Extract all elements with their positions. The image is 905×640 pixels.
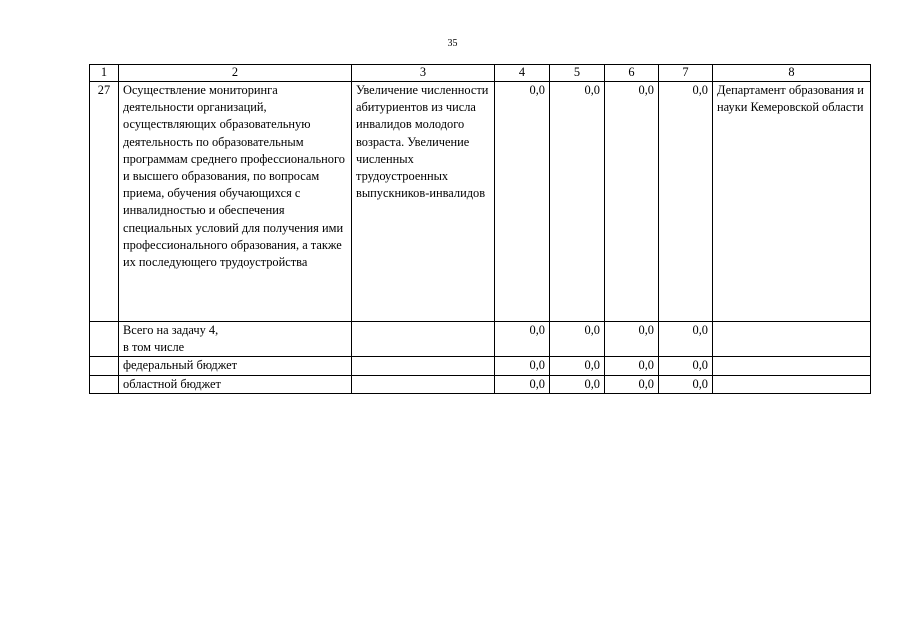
event-description: Осуществление мониторинга деятельности организаций, осуществляющих образовательную деятельность по образовательным программам среднего профессионального и высшего образования, по вопросам приема, обучения обучающихся с инвалидностью и обеспечения специальных условий для получения ими профессионального образования, а также их последующего трудоустройства (119, 82, 352, 322)
value-cell: 0,0 (605, 322, 659, 357)
regional-budget-row (90, 375, 871, 393)
total-row (90, 322, 871, 357)
total-label-line2: в том числе (123, 340, 185, 355)
row-number: 27 (90, 82, 119, 322)
value-cell: 0,0 (659, 375, 713, 393)
page-number: 35 (447, 38, 458, 49)
column-number: 8 (713, 65, 871, 82)
value-cell: 0,0 (605, 375, 659, 393)
program-table (89, 64, 871, 394)
total-label-line1: Всего на задачу 4, (123, 323, 219, 337)
column-number: 3 (352, 65, 495, 82)
value-cell: 0,0 (495, 82, 550, 322)
value-cell: 0,0 (495, 322, 550, 357)
executor: Департамент образования и науки Кемеровской области (713, 82, 871, 322)
value-cell: 0,0 (605, 357, 659, 375)
value-cell: 0,0 (659, 322, 713, 357)
regional-budget-label: областной бюджет (119, 375, 352, 393)
column-number: 1 (90, 65, 119, 82)
federal-budget-row (90, 357, 871, 375)
value-cell: 0,0 (605, 82, 659, 322)
column-number-row (90, 65, 871, 82)
value-cell: 0,0 (495, 357, 550, 375)
table-row-27 (90, 82, 871, 322)
federal-budget-label: федеральный бюджет (119, 357, 352, 375)
value-cell: 0,0 (550, 375, 605, 393)
value-cell: 0,0 (495, 375, 550, 393)
total-label (119, 322, 352, 357)
column-number: 4 (495, 65, 550, 82)
column-number: 7 (659, 65, 713, 82)
value-cell: 0,0 (550, 357, 605, 375)
indicator-description: Увеличение численности абитуриентов из числа инвалидов молодого возраста. Увеличение численных трудоустроенных выпускников-инвалидов (352, 82, 495, 322)
column-number: 6 (605, 65, 659, 82)
value-cell: 0,0 (659, 82, 713, 322)
column-number: 5 (550, 65, 605, 82)
column-number: 2 (119, 65, 352, 82)
value-cell: 0,0 (550, 322, 605, 357)
value-cell: 0,0 (550, 82, 605, 322)
value-cell: 0,0 (659, 357, 713, 375)
